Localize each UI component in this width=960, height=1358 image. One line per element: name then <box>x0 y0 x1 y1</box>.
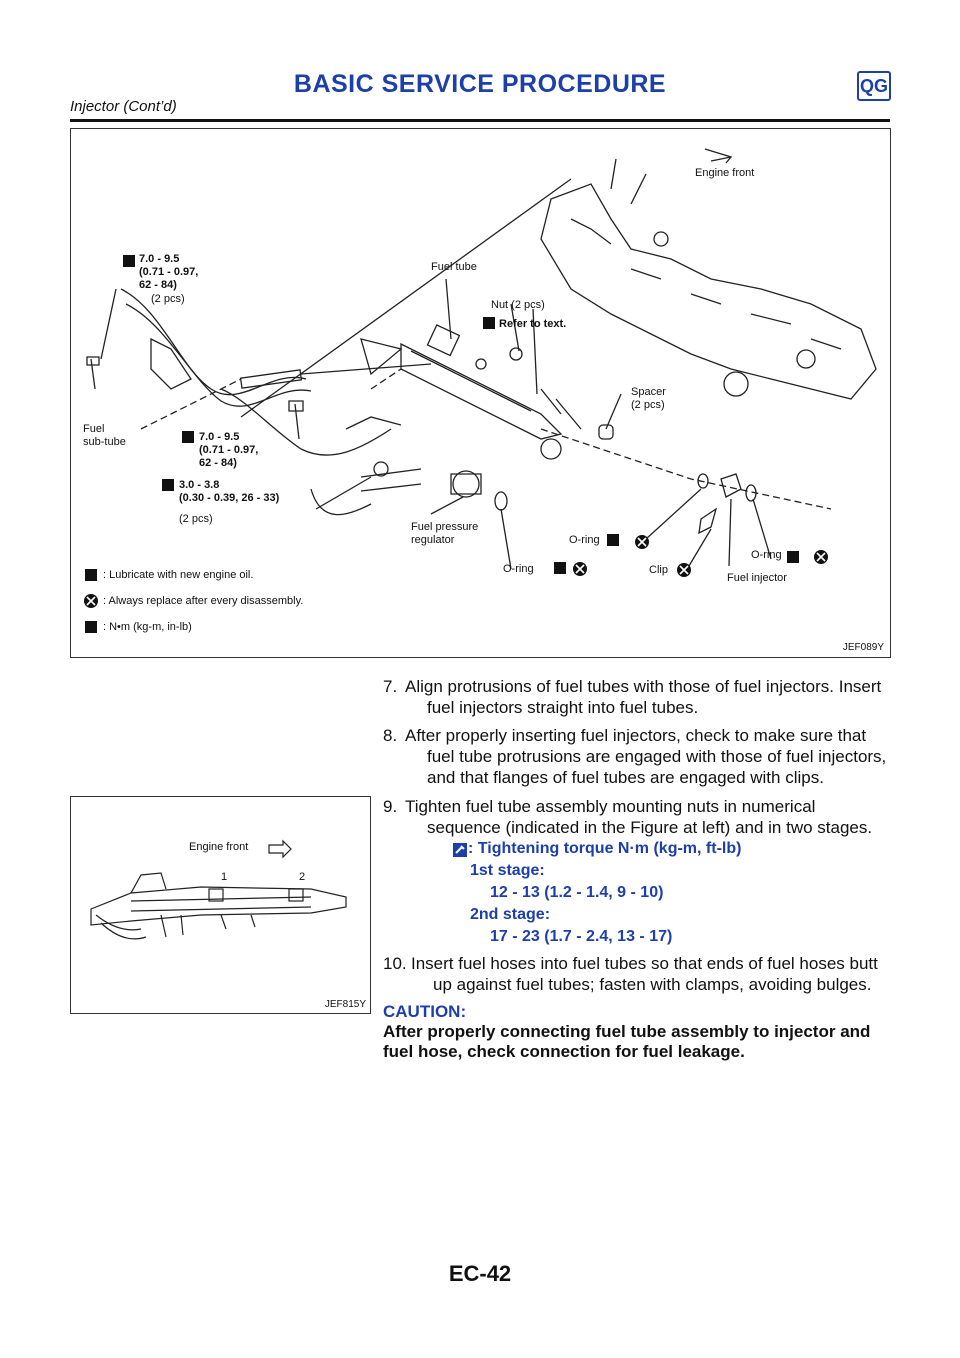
label-fuel-injector: Fuel injector <box>727 572 787 584</box>
tightening-sequence-diagram <box>70 796 371 1014</box>
label-fuel-tube: Fuel tube <box>431 261 477 273</box>
caution-label: CAUTION: <box>383 1002 467 1021</box>
exploded-diagram <box>70 128 891 658</box>
figure2-code: JEF815Y <box>324 999 366 1010</box>
step-8-number: 8. <box>383 726 398 745</box>
legend-lubricate: : Lubricate with new engine oil. <box>103 569 254 581</box>
torque-title: : Tightening torque N·m (kg-m, ft-lb) <box>468 840 742 857</box>
stage-1-value: 12 - 13 (1.2 - 1.4, 9 - 10) <box>490 884 664 901</box>
fig2-number-1: 1 <box>221 871 228 883</box>
step-9-number: 9. <box>383 797 398 816</box>
label-torque-top-qty: (2 pcs) <box>151 293 185 305</box>
step-10-text: Insert fuel hoses into fuel tubes so that ends of fuel hoses butt up against fuel tubes; fasten with clamps, avoiding bulges. <box>411 954 878 994</box>
step-8 <box>383 725 893 788</box>
figure-code: JEF089Y <box>842 642 884 653</box>
arrow-icon <box>705 149 731 163</box>
label-torque-top: 7.0 - 9.5 (0.71 - 0.97, 62 - 84) <box>139 253 199 291</box>
stage-2-label: 2nd stage: <box>470 906 551 923</box>
step-7-text: Align protrusions of fuel tubes with those of fuel injectors. Insert fuel injectors straight into fuel tubes. <box>405 677 882 717</box>
stage-1-label: 1st stage: <box>470 862 545 879</box>
fig2-engine-front: Engine front <box>189 841 249 853</box>
section-title: BASIC SERVICE PROCEDURE <box>293 70 667 98</box>
step-8-text: After properly inserting fuel injectors, check to make sure that fuel tube protrusions are engaged with those of fuel injectors, and that flanges of fuel tubes are engaged with clips. <box>405 726 887 787</box>
engine-badge: QG <box>857 71 891 101</box>
step-10 <box>383 953 893 995</box>
legend-torque-units: : N•m (kg-m, in-lb) <box>103 621 192 633</box>
fig2-number-2: 2 <box>299 871 306 883</box>
page-number: EC-42 <box>448 1261 512 1286</box>
label-torque-low: 3.0 - 3.8 (0.30 - 0.39, 26 - 33) <box>179 479 280 504</box>
stage-2-value: 17 - 23 (1.7 - 2.4, 13 - 17) <box>490 928 673 945</box>
label-o-ring-3: O-ring <box>751 549 782 561</box>
label-clip: Clip <box>649 564 668 576</box>
label-o-ring-1: O-ring <box>569 534 600 546</box>
label-refer-to-text: Refer to text. <box>499 318 567 330</box>
header-rule <box>70 119 890 122</box>
section-subtitle: Injector (Cont’d) <box>70 98 177 115</box>
label-torque-low-qty: (2 pcs) <box>179 513 213 525</box>
wrench-icon <box>453 843 467 857</box>
step-7 <box>383 676 893 718</box>
label-fuel-sub-tube: Fuel sub-tube <box>83 423 126 448</box>
label-nut: Nut (2 pcs) <box>491 299 545 311</box>
arrow-icon <box>269 841 291 857</box>
tightening-sequence-drawing <box>71 797 370 1013</box>
step-10-number: 10. <box>383 954 407 973</box>
label-spacer: Spacer (2 pcs) <box>631 386 666 411</box>
step-9 <box>383 796 893 838</box>
label-o-ring-2: O-ring <box>503 563 534 575</box>
caution-text: After properly connecting fuel tube assembly to injector and fuel hose, check connection for fuel leakage. <box>383 1022 871 1061</box>
step-7-number: 7. <box>383 677 398 696</box>
legend-replace: : Always replace after every disassembly. <box>103 595 304 607</box>
label-engine-front: Engine front <box>695 167 755 179</box>
label-fuel-pressure-regulator: Fuel pressure regulator <box>411 521 479 546</box>
label-torque-mid: 7.0 - 9.5 (0.71 - 0.97, 62 - 84) <box>199 431 259 469</box>
step-9-text: Tighten fuel tube assembly mounting nuts in numerical sequence (indicated in the Figure at left) and in two stages. <box>405 797 873 837</box>
